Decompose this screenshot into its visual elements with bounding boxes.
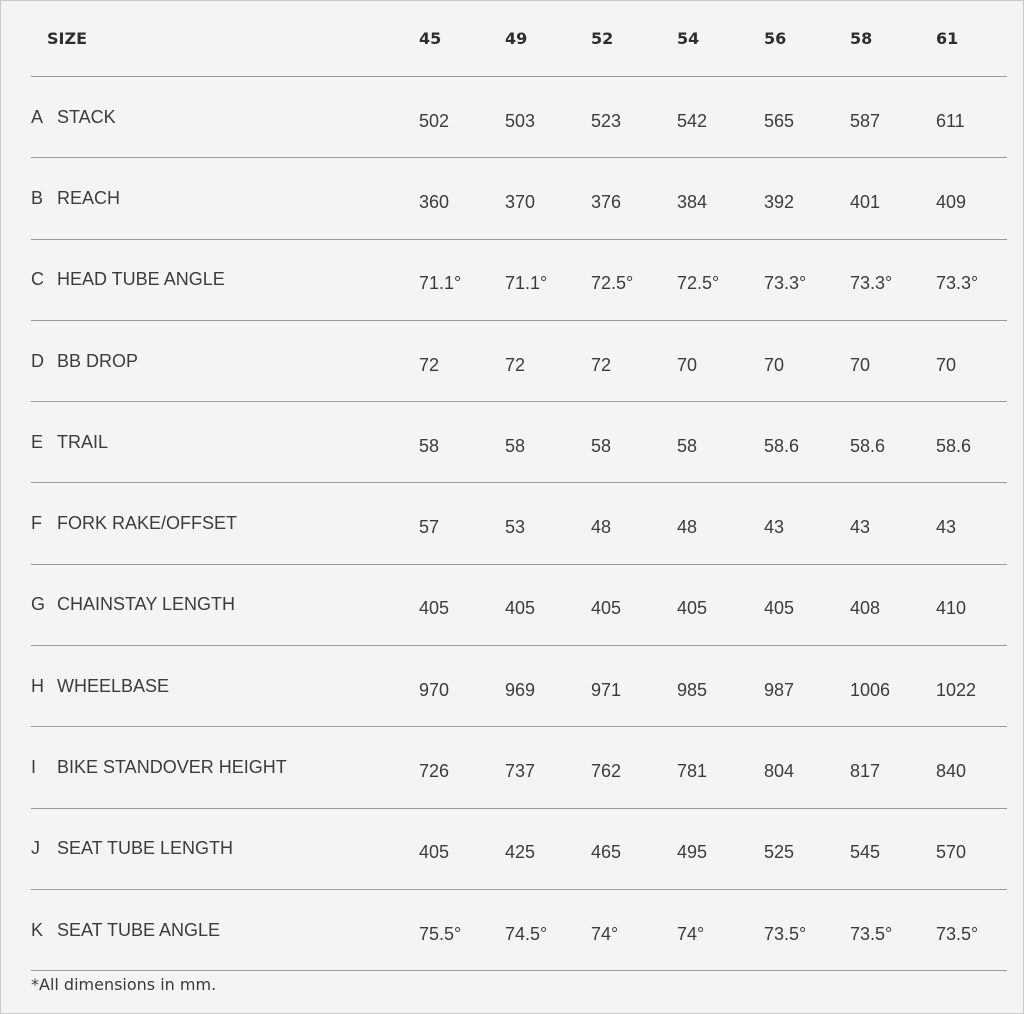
table-cell: 72 [591,354,612,375]
table-cell: 53 [505,517,526,538]
row-letter: C [31,269,44,290]
table-body [31,77,1007,971]
table-cell: 376 [591,191,622,212]
table-cell: 74° [591,923,619,944]
row-label [31,240,225,320]
geometry-table [31,1,1007,971]
row-letter: B [31,187,44,208]
table-cell: 384 [677,191,708,212]
row-measurement-name: CHAINSTAY LENGTH [57,594,236,615]
table-cell: 72.5° [591,273,634,294]
row-label [31,727,287,807]
row-measurement-name: WHEELBASE [57,675,170,696]
table-cell: 726 [419,761,450,782]
table-cell: 70 [764,354,785,375]
row-measurement-name: SEAT TUBE ANGLE [57,919,221,940]
table-row [31,809,1007,890]
table-cell: 405 [419,842,450,863]
row-letter: J [31,838,40,859]
row-label [31,890,220,970]
table-row [31,321,1007,402]
table-header-row [31,1,1007,77]
table-cell: 48 [591,517,612,538]
table-row [31,402,1007,483]
table-cell: 502 [419,110,450,131]
table-cell: 74° [677,923,705,944]
table-cell: 43 [850,517,871,538]
row-label [31,402,108,482]
size-header-45: 45 [419,29,442,48]
table-cell: 58 [505,435,526,456]
table-cell: 969 [505,679,536,700]
table-cell: 587 [850,110,881,131]
table-cell: 408 [850,598,881,619]
size-header-54: 54 [677,29,700,48]
table-cell: 73.3° [764,273,807,294]
table-row [31,646,1007,727]
table-cell: 570 [936,842,967,863]
size-header-label: SIZE [47,29,88,48]
table-cell: 71.1° [505,273,548,294]
table-cell: 58.6 [850,435,886,456]
row-label [31,809,233,889]
table-cell: 401 [850,191,881,212]
table-cell: 525 [764,842,795,863]
units-footnote: *All dimensions in mm. [31,975,217,994]
table-cell: 70 [677,354,698,375]
table-row [31,890,1007,971]
row-letter: E [31,431,44,452]
table-row [31,77,1007,158]
row-label [31,483,237,563]
table-cell: 70 [850,354,871,375]
row-letter: D [31,350,44,371]
table-cell: 523 [591,110,622,131]
row-label [31,321,138,401]
table-cell: 73.3° [936,273,979,294]
size-header-61: 61 [936,29,959,48]
table-cell: 970 [419,679,450,700]
table-cell: 73.5° [850,923,893,944]
table-cell: 465 [591,842,622,863]
row-measurement-name: BB DROP [57,350,139,371]
table-cell: 971 [591,679,622,700]
table-cell: 58 [677,435,698,456]
row-letter: G [31,594,46,615]
row-label [31,158,120,238]
table-cell: 74.5° [505,923,548,944]
table-cell: 72 [505,354,526,375]
table-cell: 405 [505,598,536,619]
row-letter: I [31,757,37,778]
table-cell: 985 [677,679,708,700]
table-cell: 1006 [850,679,891,700]
table-cell: 425 [505,842,536,863]
row-measurement-name: REACH [57,187,121,208]
row-letter: H [31,675,44,696]
table-cell: 43 [764,517,785,538]
table-cell: 410 [936,598,967,619]
table-cell: 737 [505,761,536,782]
table-cell: 405 [764,598,795,619]
table-cell: 58.6 [764,435,800,456]
table-cell: 987 [764,679,795,700]
table-cell: 542 [677,110,708,131]
table-cell: 762 [591,761,622,782]
table-row [31,240,1007,321]
table-cell: 360 [419,191,450,212]
size-header-58: 58 [850,29,873,48]
table-cell: 70 [936,354,957,375]
table-cell: 73.5° [764,923,807,944]
table-cell: 43 [936,517,957,538]
row-measurement-name: FORK RAKE/OFFSET [57,513,238,534]
row-label [31,77,116,157]
table-cell: 495 [677,842,708,863]
table-cell: 409 [936,191,967,212]
table-row [31,727,1007,808]
table-cell: 48 [677,517,698,538]
row-letter: F [31,513,42,534]
table-cell: 781 [677,761,708,782]
row-letter: K [31,919,44,940]
size-header-49: 49 [505,29,528,48]
row-label [31,646,169,726]
table-cell: 57 [419,517,440,538]
size-header-56: 56 [764,29,787,48]
table-row [31,483,1007,564]
table-cell: 611 [936,110,965,131]
size-header-52: 52 [591,29,614,48]
table-cell: 75.5° [419,923,462,944]
row-measurement-name: HEAD TUBE ANGLE [57,269,225,290]
row-measurement-name: BIKE STANDOVER HEIGHT [57,757,287,778]
table-cell: 804 [764,761,795,782]
table-cell: 405 [591,598,622,619]
table-cell: 73.3° [850,273,893,294]
table-cell: 405 [677,598,708,619]
table-row [31,565,1007,646]
table-cell: 72.5° [677,273,720,294]
table-cell: 565 [764,110,795,131]
row-measurement-name: TRAIL [57,431,109,452]
row-measurement-name: SEAT TUBE LENGTH [57,838,234,859]
table-cell: 370 [505,191,536,212]
row-measurement-name: STACK [57,106,116,127]
table-cell: 1022 [936,679,977,700]
table-cell: 405 [419,598,450,619]
table-cell: 72 [419,354,440,375]
row-label [31,565,235,645]
table-cell: 71.1° [419,273,462,294]
row-letter: A [31,106,44,127]
table-cell: 503 [505,110,536,131]
table-cell: 840 [936,761,967,782]
table-cell: 545 [850,842,881,863]
table-cell: 58 [591,435,612,456]
table-row [31,158,1007,239]
table-cell: 392 [764,191,795,212]
table-cell: 58 [419,435,440,456]
table-cell: 817 [850,761,881,782]
table-cell: 73.5° [936,923,979,944]
table-cell: 58.6 [936,435,972,456]
